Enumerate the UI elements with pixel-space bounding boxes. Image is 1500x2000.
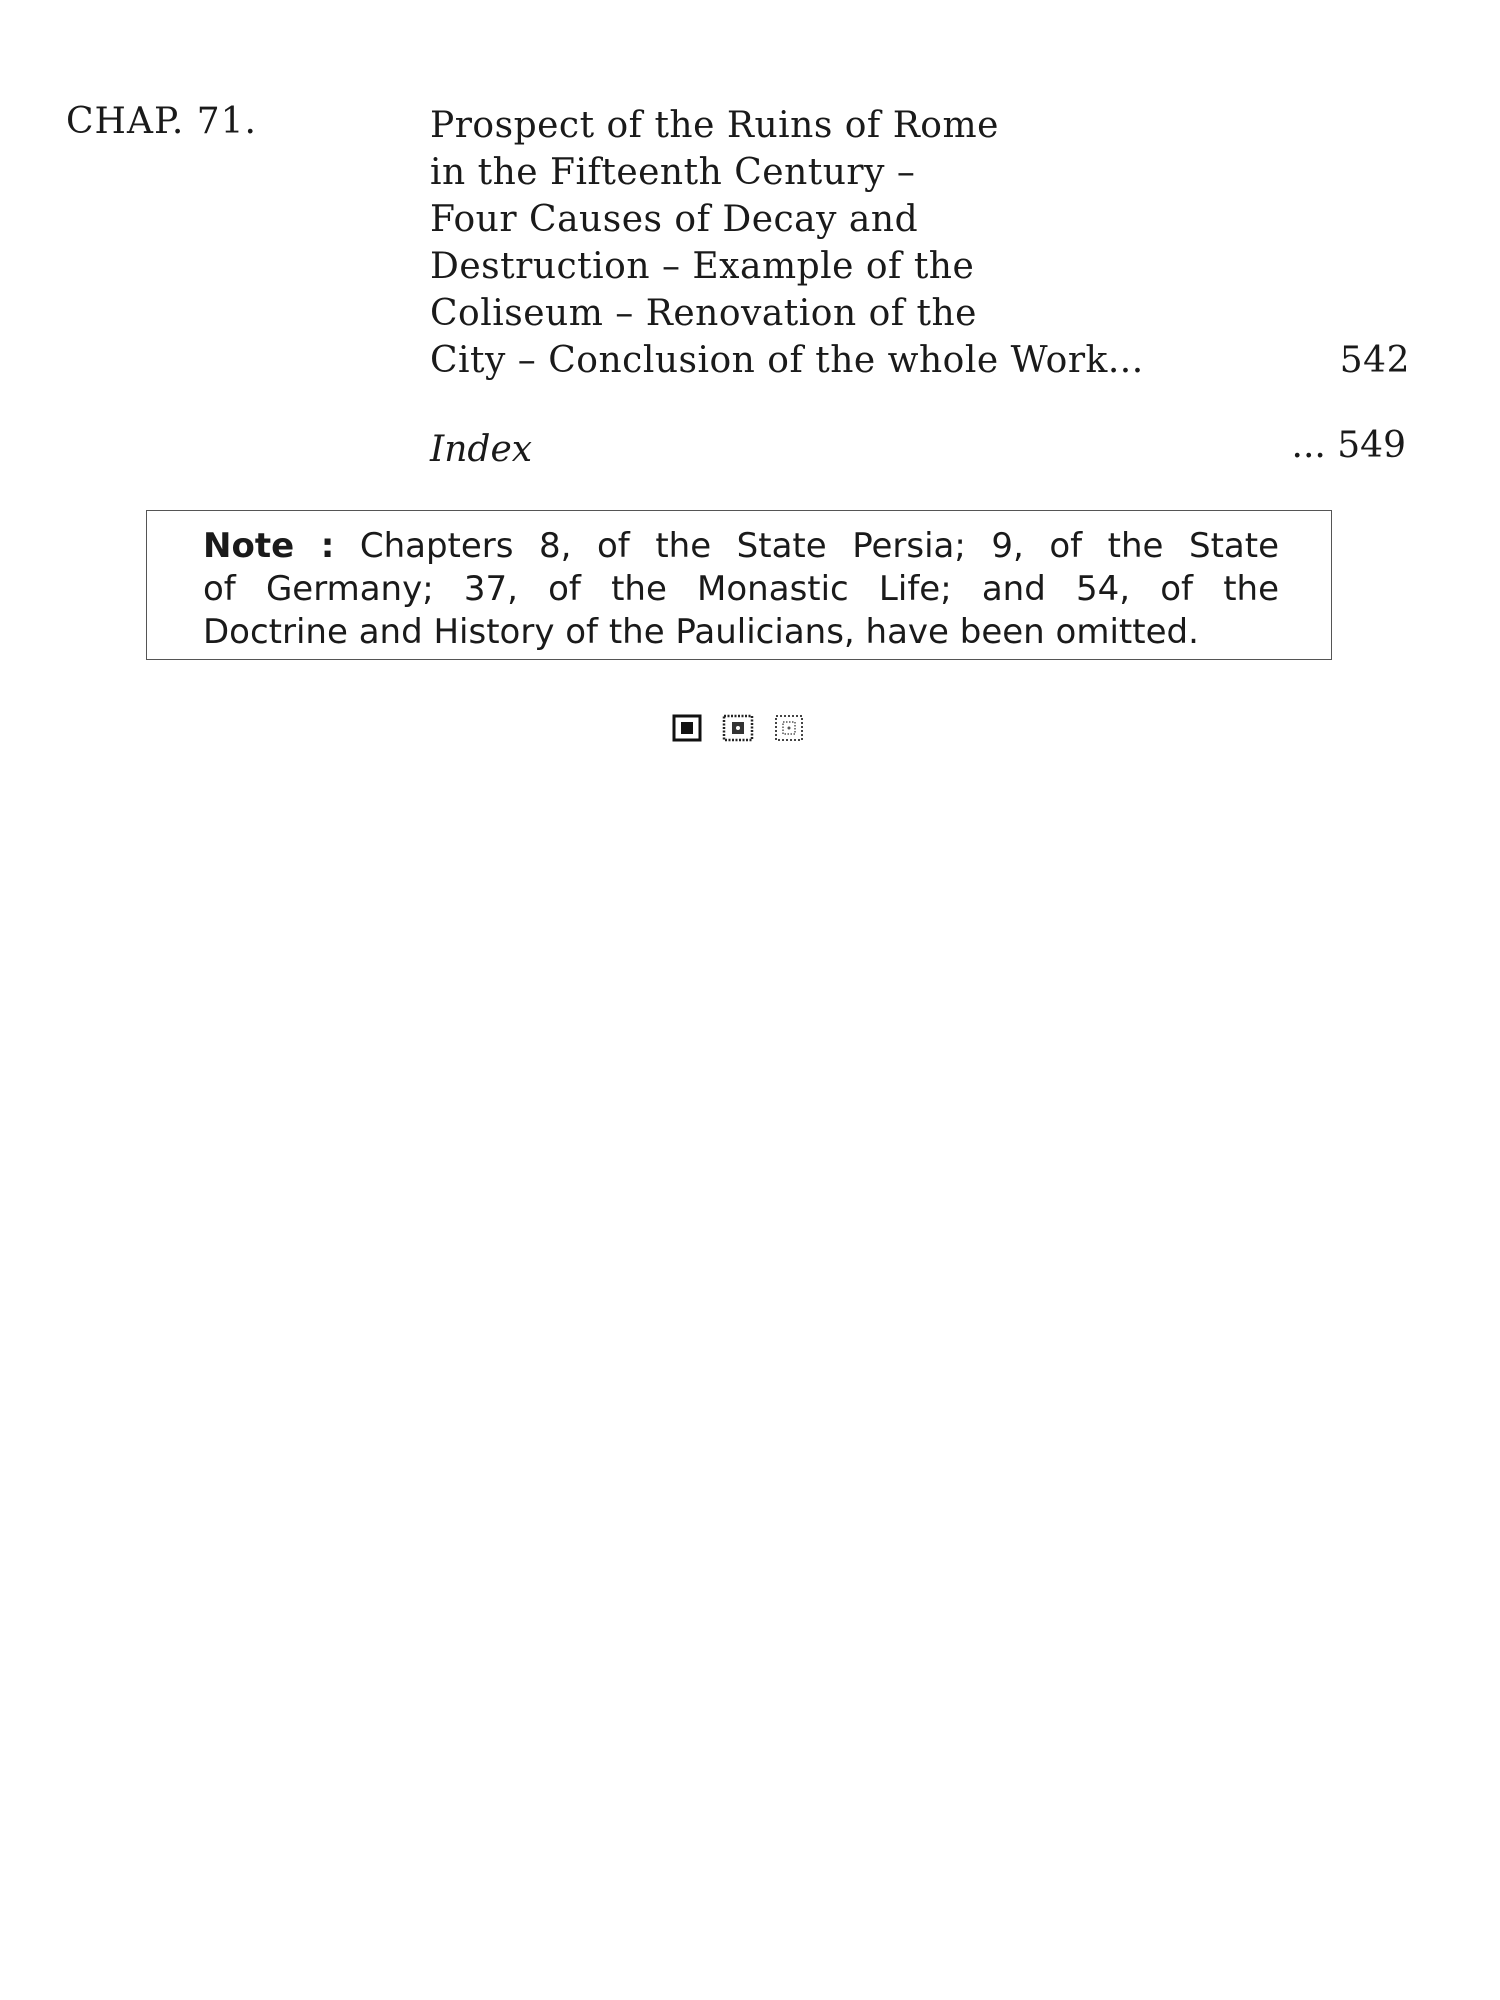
dingbat-square-light-icon — [776, 716, 802, 740]
chapter-description-line: Prospect of the Ruins of Rome — [430, 105, 999, 146]
toc-chapter-label: CHAP. 71. — [66, 101, 258, 142]
chapter-page-number: 542 — [1339, 340, 1410, 381]
chapter-description-line: City – Conclusion of the whole Work... — [430, 340, 1144, 381]
note-line — [203, 525, 1279, 568]
toc-chapter-description — [430, 102, 1410, 384]
note-label: Note : — [203, 526, 335, 566]
chapter-description-line: Four Causes of Decay and — [430, 199, 919, 240]
chapter-description-line: in the Fifteenth Century – — [430, 152, 916, 193]
note-line: Doctrine and History of the Paulicians, have been omitted. — [203, 612, 1199, 652]
dingbat-square-dotted-icon — [724, 716, 752, 740]
note-line: of Germany; 37, of the Monastic Life; and 54, of the — [203, 569, 1279, 609]
toc-index-page-number: ... 549 — [1291, 425, 1406, 466]
dingbat-square-solid-icon — [674, 716, 700, 740]
note-box — [146, 510, 1332, 660]
note-line-text: Chapters 8, of the State Persia; 9, of the State — [359, 526, 1279, 566]
note-text — [203, 525, 1279, 654]
chapter-description-last-line — [430, 337, 1410, 384]
chapter-description-line: Coliseum – Renovation of the — [430, 293, 977, 334]
chapter-description-line: Destruction – Example of the — [430, 246, 975, 287]
three-square-dingbats-icon — [672, 712, 812, 744]
toc-index-label: Index — [430, 429, 533, 470]
